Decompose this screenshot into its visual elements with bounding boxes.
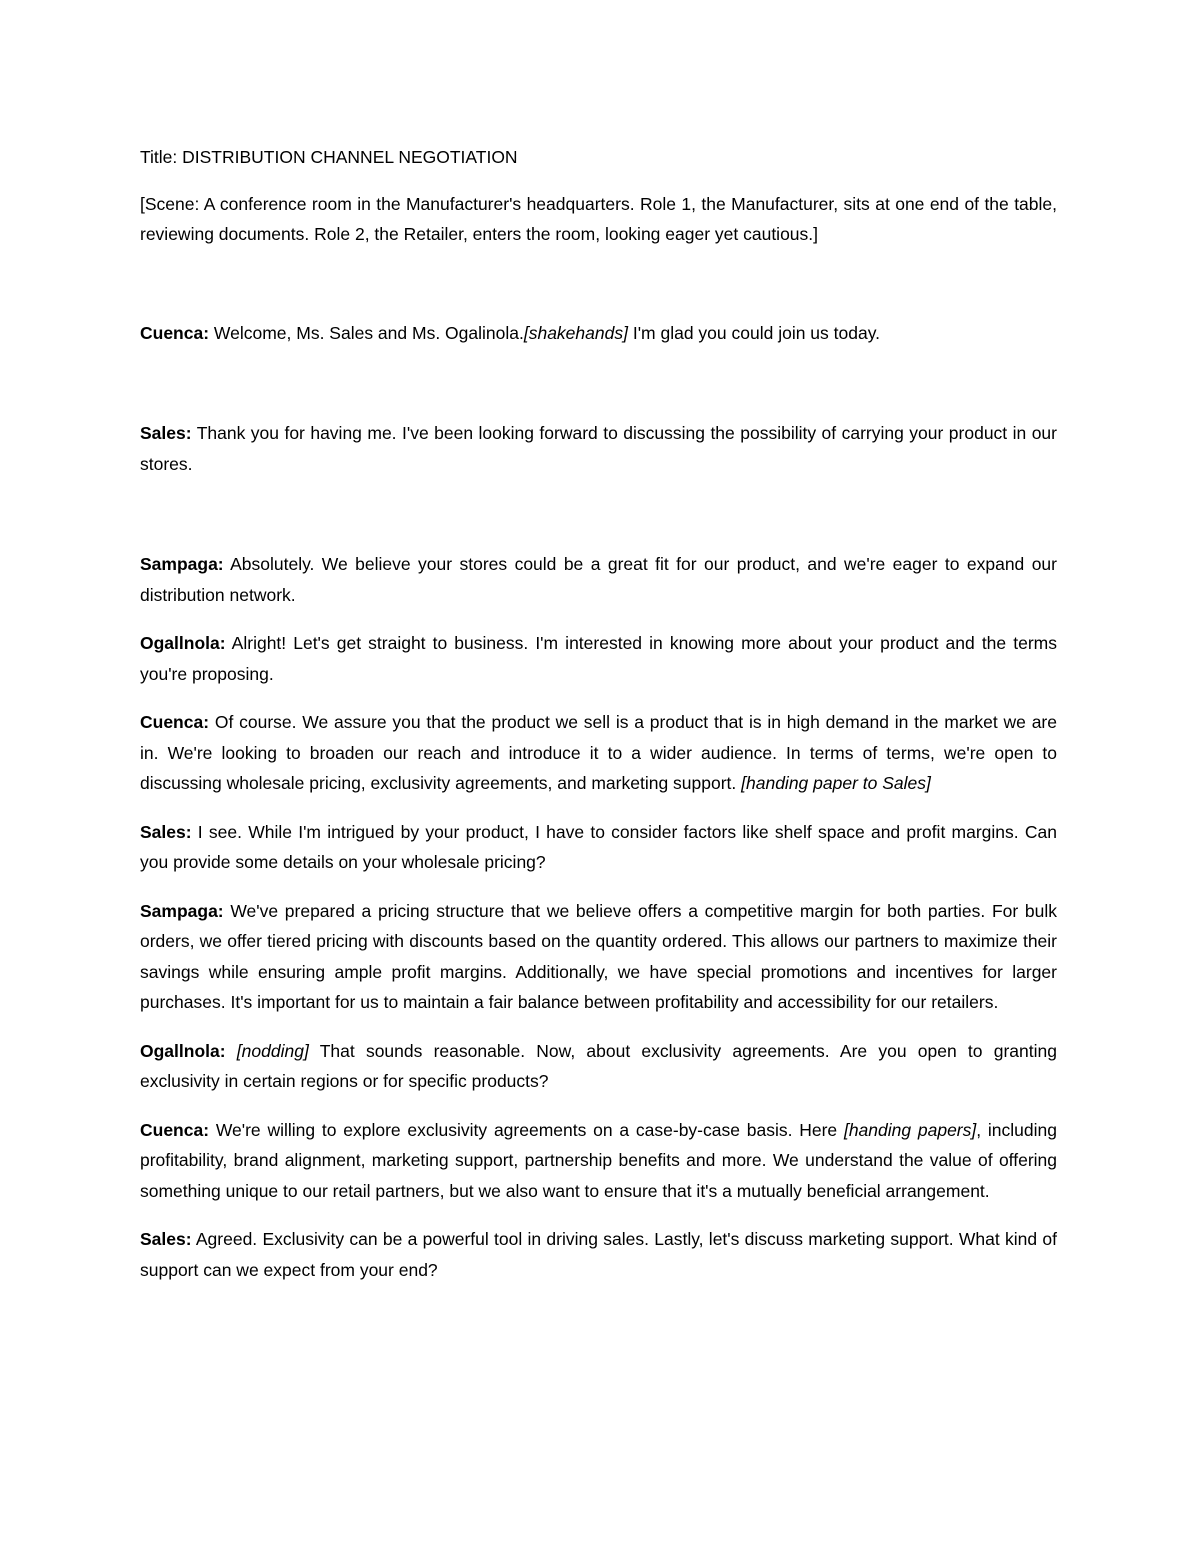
dialogue-text: I see. While I'm intrigued by your product, I have to consider factors like shelf space and profit margins. Can you provide some details on your wholesale pricing? xyxy=(140,821,1057,872)
dialogue-line xyxy=(140,628,1057,689)
stage-direction: [handing papers] xyxy=(843,1119,977,1140)
speaker-name: Ogallnola: xyxy=(140,633,226,653)
dialogue-line xyxy=(140,896,1057,1018)
speaker-name: Cuenca: xyxy=(140,322,210,343)
dialogue-text: That sounds reasonable. Now, about exclusivity agreements. Are you open to granting exclusivity in certain regions or for specific products? xyxy=(140,1040,1057,1091)
speaker-name: Cuenca: xyxy=(140,1119,210,1140)
dialogue-text: Absolutely. We believe your stores could be a great fit for our product, and we're eager to expand our distribution network. xyxy=(140,554,1057,605)
stage-direction: [nodding] xyxy=(236,1040,309,1061)
dialogue-line xyxy=(140,549,1057,610)
dialogue-text: Thank you for having me. I've been looking forward to discussing the possibility of carrying your product in our stores. xyxy=(140,423,1057,474)
dialogue-line xyxy=(140,817,1057,878)
dialogue-line xyxy=(140,707,1057,799)
dialogue-text: , including profitability, brand alignment, marketing support, partnership benefits and more. We understand the value of offering something unique to our retail partners, but we also want to ensure that it's a mutually beneficial arrangement. xyxy=(140,1119,1057,1201)
scene-description: [Scene: A conference room in the Manufacturer's headquarters. Role 1, the Manufacturer, sits at one end of the table, reviewing documents. Role 2, the Retailer, enters the room, looking eager yet cautious.] xyxy=(140,193,1057,244)
dialogue-text: Welcome, Ms. Sales and Ms. Ogalinola. xyxy=(209,322,524,343)
dialogue-text: Agreed. Exclusivity can be a powerful tool in driving sales. Lastly, let's discuss marketing support. What kind of support can we expect from your end? xyxy=(140,1229,1057,1280)
speaker-name: Sampaga: xyxy=(140,900,224,921)
dialogue-text: We've prepared a pricing structure that we believe offers a competitive margin for both parties. For bulk orders, we offer tiered pricing with discounts based on the quantity ordered. This allows our partners to maximize their savings while ensuring ample profit margins. Additionally, we have special promotions and incentives for larger purchases. It's important for us to maintain a fair balance between profitability and accessibility for our retailers. xyxy=(140,900,1057,1012)
stage-direction: [handing paper to Sales] xyxy=(741,773,931,793)
document-page xyxy=(140,142,1057,1285)
dialogue-line xyxy=(140,318,1057,349)
speaker-name: Sales: xyxy=(140,1229,192,1249)
speaker-name: Sampaga: xyxy=(140,554,224,574)
dialogue-line xyxy=(140,418,1057,479)
dialogue-line xyxy=(140,1224,1057,1285)
dialogue-line xyxy=(140,1115,1057,1207)
stage-direction: [shakehands] xyxy=(523,322,628,343)
dialogue-text: I'm glad you could join us today. xyxy=(627,322,881,343)
dialogue-text: Of course. We assure you that the product we sell is a product that is in high demand in the market we are in. We're looking to broaden our reach and introduce it to a wider audience. In terms of terms, we're open to discussing wholesale pricing, exclusivity agreements, and marketing support. xyxy=(140,712,1057,793)
speaker-name: Sales: xyxy=(140,821,192,842)
dialogue-text xyxy=(226,1041,237,1061)
dialogue-line xyxy=(140,1036,1057,1097)
speaker-name: Ogallnola: xyxy=(140,1040,226,1061)
dialogue-text: Alright! Let's get straight to business. I'm interested in knowing more about your product and the terms you're proposing. xyxy=(140,633,1057,684)
dialogue-text: We're willing to explore exclusivity agreements on a case-by-case basis. Here xyxy=(209,1119,844,1140)
speaker-name: Sales: xyxy=(140,423,192,443)
speaker-name: Cuenca: xyxy=(140,712,210,732)
document-title: Title: DISTRIBUTION CHANNEL NEGOTIATION xyxy=(140,147,518,167)
